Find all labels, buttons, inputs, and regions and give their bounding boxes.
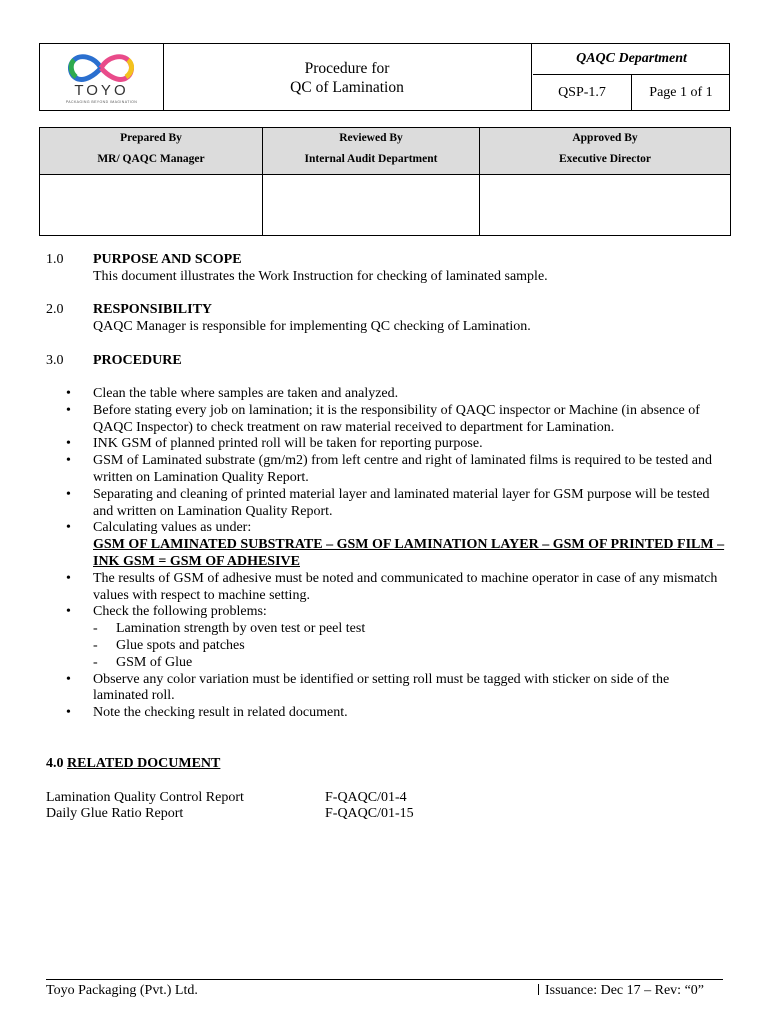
list-item	[66, 520, 726, 570]
document-title	[163, 44, 532, 110]
approved-by-cell	[480, 128, 731, 175]
document-code: QSP-1.7	[533, 75, 632, 110]
section-4-number: 4.0	[46, 756, 64, 771]
department-label: QAQC Department	[533, 44, 730, 75]
bullet-icon: •	[66, 705, 71, 721]
list-item-text: The results of GSM of adhesive must be noted and communicated to machine operator in case of any mismatch values with respect to machine setting.	[93, 570, 718, 603]
prepared-by-name: MR/ QAQC Manager	[97, 153, 205, 165]
problem-text: GSM of Glue	[116, 654, 193, 670]
footer-divider	[46, 979, 723, 980]
prepared-by-label: Prepared By	[120, 132, 182, 144]
approved-signature-cell	[480, 175, 731, 236]
related-doc-name: Lamination Quality Control Report	[46, 790, 244, 805]
list-item-text: Clean the table where samples are taken and analyzed.	[93, 386, 399, 401]
signature-row	[40, 175, 731, 236]
list-item	[66, 403, 726, 437]
bullet-icon: •	[66, 671, 71, 687]
list-item	[66, 487, 726, 521]
problem-text: Lamination strength by oven test or peel test	[116, 621, 366, 637]
section-3-title: PROCEDURE	[93, 353, 182, 368]
title-line-1: Procedure for	[304, 60, 390, 77]
approval-header-row	[40, 128, 731, 175]
document-header	[39, 43, 730, 111]
reviewed-by-name: Internal Audit Department	[304, 153, 438, 165]
list-item	[66, 604, 726, 671]
bullet-icon: •	[66, 436, 71, 452]
logo-text: TOYO	[74, 82, 129, 99]
bullet-icon: •	[66, 486, 71, 502]
gsm-formula: GSM OF LAMINATED SUBSTRATE – GSM OF LAMINATION LAYER – GSM OF PRINTED FILM – INK GSM = GSM OF ADHESIVE	[93, 537, 725, 569]
bullet-icon: •	[66, 453, 71, 469]
problem-text: Glue spots and patches	[116, 637, 245, 653]
list-item-text: Note the checking result in related document.	[93, 705, 348, 721]
bullet-icon: •	[66, 570, 71, 586]
section-3-number: 3.0	[46, 353, 64, 368]
list-item-text: INK GSM of planned printed roll will be taken for reporting purpose.	[93, 436, 483, 452]
list-item-text: Check the following problems:	[93, 604, 267, 620]
list-item-text: Separating and cleaning of printed material layer and laminated material layer for GSM purpose will be tested and written on Lamination Quality Report.	[93, 486, 710, 519]
list-item-text: Before stating every job on lamination; it is the responsibility of QAQC inspector or Machine (in absence of QAQC Inspector) to check treatment on raw material received to department for Lamination.	[93, 402, 700, 435]
related-doc-code: F-QAQC/01-15	[325, 806, 414, 821]
related-doc-row	[46, 790, 407, 806]
list-item-text: Observe any color variation must be identified or setting roll must be tagged with sticker on side of the laminated roll.	[93, 671, 670, 704]
list-item	[66, 386, 726, 403]
logo-tagline: PACKAGING BEYOND IMAGINATION	[65, 100, 138, 104]
section-2-title: RESPONSIBILITY	[93, 302, 213, 317]
approval-table	[39, 127, 731, 236]
section-2-number: 2.0	[46, 302, 64, 317]
reviewed-by-label: Reviewed By	[339, 132, 403, 144]
bullet-icon: •	[66, 386, 71, 401]
bullet-icon: •	[66, 402, 71, 418]
related-doc-name: Daily Glue Ratio Report	[46, 806, 184, 821]
bullet-icon: •	[66, 520, 71, 536]
prepared-by-cell	[40, 128, 263, 175]
logo-cell	[40, 44, 164, 110]
title-line-2: QC of Lamination	[290, 79, 404, 96]
prepared-signature-cell	[40, 175, 263, 236]
related-doc-row	[46, 806, 414, 822]
list-item-text: Calculating values as under:	[93, 520, 252, 536]
page-number: Page 1 of 1	[649, 85, 713, 100]
reviewed-signature-cell	[263, 175, 480, 236]
footer-issuance	[538, 983, 704, 999]
list-item	[66, 672, 726, 706]
procedure-list	[66, 386, 726, 722]
section-4-heading	[46, 756, 220, 772]
section-1-title: PURPOSE AND SCOPE	[93, 252, 242, 267]
section-2-text: QAQC Manager is responsible for implementing QC checking of Lamination.	[93, 319, 531, 334]
list-item	[66, 436, 726, 453]
section-1-number: 1.0	[46, 252, 64, 267]
problem-item: - Lamination strength by oven test or peel test	[93, 621, 366, 637]
list-item	[66, 705, 726, 722]
reviewed-by-cell	[263, 128, 480, 175]
section-1-text: This document illustrates the Work Instruction for checking of laminated sample.	[93, 269, 548, 284]
approved-by-name: Executive Director	[558, 153, 652, 165]
footer-company: Toyo Packaging (Pvt.) Ltd.	[46, 983, 198, 998]
section-4-title: RELATED DOCUMENT	[67, 756, 221, 771]
related-doc-code: F-QAQC/01-4	[325, 790, 407, 805]
footer-issuance-text: Issuance: Dec 17 – Rev: “0”	[545, 983, 704, 998]
problem-item: - Glue spots and patches	[93, 637, 245, 653]
approved-by-label: Approved By	[572, 132, 638, 144]
list-item	[66, 571, 726, 605]
list-item	[66, 453, 726, 487]
bullet-icon: •	[66, 604, 71, 620]
footer-separator	[538, 984, 539, 995]
list-item-text: GSM of Laminated substrate (gm/m2) from left centre and right of laminated films is required to be tested and written on Lamination Quality Report.	[93, 453, 712, 485]
problem-item: - GSM of Glue	[93, 654, 193, 670]
